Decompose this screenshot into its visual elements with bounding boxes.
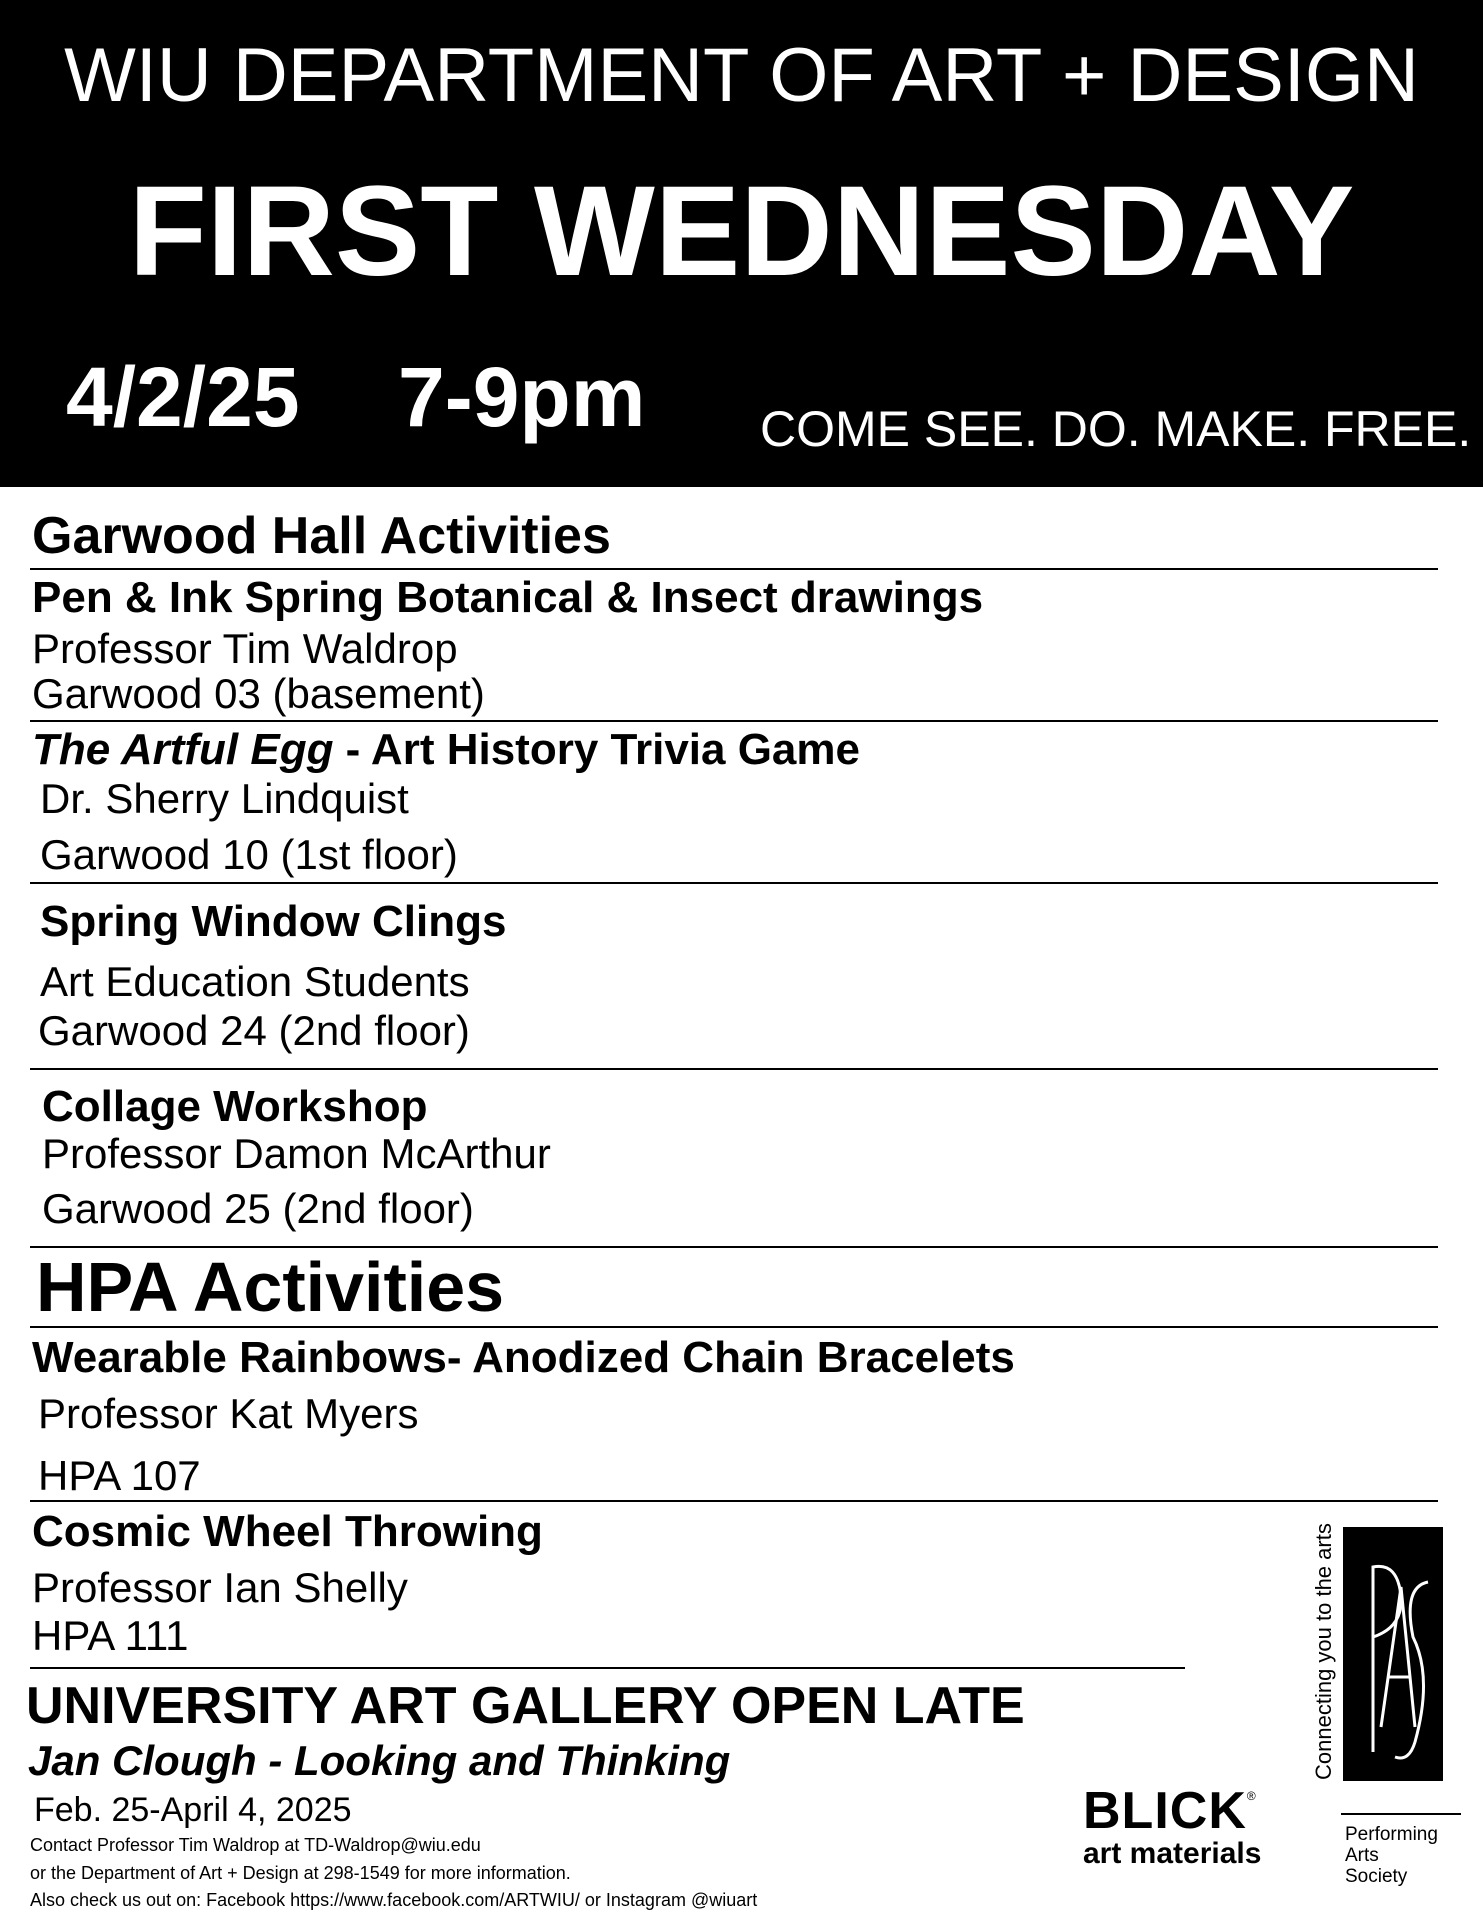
activity-leader: Dr. Sherry Lindquist bbox=[40, 775, 409, 822]
divider bbox=[30, 1326, 1438, 1328]
department-name: WIU DEPARTMENT OF ART + DESIGN bbox=[64, 33, 1419, 118]
pas-divider bbox=[1341, 1813, 1461, 1815]
activity-name: Pen & Ink Spring Botanical & Insect drawings bbox=[32, 573, 984, 622]
activity-name: Spring Window Clings bbox=[40, 897, 507, 946]
divider bbox=[30, 568, 1438, 570]
event-time: 7-9pm bbox=[398, 350, 646, 444]
activity-leader: Professor Kat Myers bbox=[38, 1390, 419, 1437]
activity-leader: Art Education Students bbox=[40, 958, 470, 1005]
activity-name: Wearable Rainbows- Anodized Chain Bracelets bbox=[32, 1333, 1015, 1382]
activity-location: Garwood 24 (2nd floor) bbox=[38, 1007, 470, 1054]
header-banner bbox=[0, 0, 1483, 487]
activity-location: Garwood 25 (2nd floor) bbox=[42, 1185, 474, 1232]
divider bbox=[30, 1500, 1438, 1502]
divider bbox=[30, 1068, 1438, 1070]
blick-wordmark: BLICK bbox=[1083, 1782, 1247, 1840]
activity-name-rest: - Art History Trivia Game bbox=[333, 725, 860, 774]
social-line: Also check us out on: Facebook https://www.facebook.com/ARTWIU/ or Instagram @wiuart bbox=[30, 1890, 758, 1910]
activity-name: Cosmic Wheel Throwing bbox=[32, 1507, 543, 1556]
garwood-heading: Garwood Hall Activities bbox=[32, 507, 611, 565]
event-title: FIRST WEDNESDAY bbox=[128, 160, 1355, 303]
pas-name-line: Performing bbox=[1345, 1824, 1438, 1845]
gallery-heading: UNIVERSITY ART GALLERY OPEN LATE bbox=[26, 1677, 1025, 1735]
activity-name: Collage Workshop bbox=[42, 1082, 428, 1131]
contact-line: Contact Professor Tim Waldrop at TD-Waldrop@wiu.edu bbox=[30, 1835, 481, 1855]
event-date: 4/2/25 bbox=[66, 350, 300, 444]
activity-location: Garwood 10 (1st floor) bbox=[40, 831, 458, 878]
divider bbox=[30, 882, 1438, 884]
activity-location: HPA 111 bbox=[32, 1612, 189, 1659]
divider bbox=[30, 720, 1438, 722]
contact-line: or the Department of Art + Design at 298-1549 for more information. bbox=[30, 1863, 571, 1883]
pas-monogram-icon bbox=[1343, 1527, 1443, 1781]
pas-name bbox=[1345, 1824, 1438, 1887]
pas-name-line: Society bbox=[1345, 1866, 1408, 1887]
pas-logo-mark bbox=[1343, 1527, 1443, 1781]
exhibit-dates: Feb. 25-April 4, 2025 bbox=[34, 1791, 352, 1829]
activity-name-italic: The Artful Egg bbox=[32, 725, 334, 774]
activity-leader: Professor Tim Waldrop bbox=[32, 625, 458, 672]
activity-leader: Professor Damon McArthur bbox=[42, 1130, 551, 1177]
activity-location: HPA 107 bbox=[38, 1452, 201, 1499]
hpa-heading: HPA Activities bbox=[36, 1248, 505, 1326]
divider bbox=[30, 1667, 1185, 1669]
activity-leader: Professor Ian Shelly bbox=[32, 1564, 408, 1611]
blick-logo bbox=[1083, 1782, 1283, 1870]
exhibit-title: Jan Clough - Looking and Thinking bbox=[28, 1737, 731, 1784]
activity-name bbox=[32, 725, 860, 774]
registered-mark: ® bbox=[1246, 1789, 1256, 1803]
pas-tagline: Connecting you to the arts bbox=[1311, 1523, 1336, 1780]
activity-location: Garwood 03 (basement) bbox=[32, 670, 485, 717]
event-tagline: COME SEE. DO. MAKE. FREE. bbox=[760, 401, 1472, 457]
blick-subtitle: art materials bbox=[1083, 1837, 1262, 1870]
pas-name-line: Arts bbox=[1345, 1845, 1379, 1866]
